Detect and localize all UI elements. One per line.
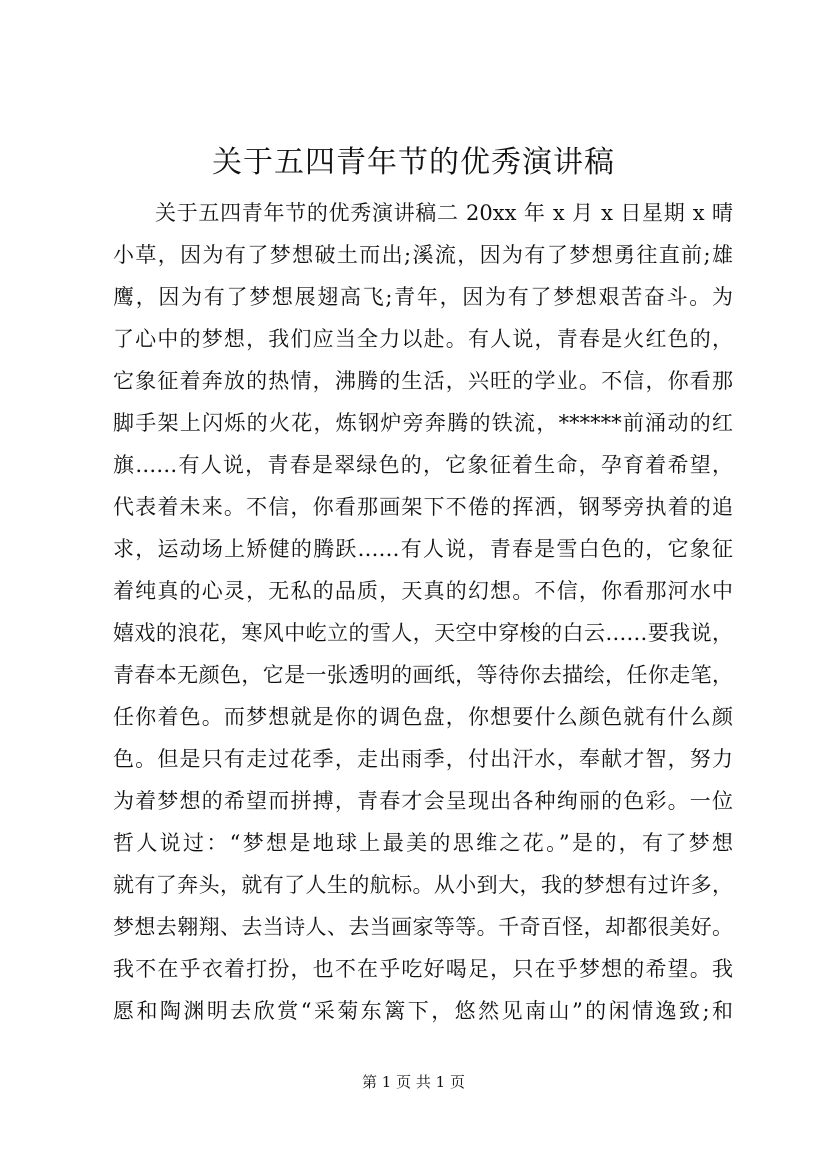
document-title: 关于五四青年节的优秀演讲稿 bbox=[212, 145, 615, 180]
body-line: 它象征着奔放的热情，沸腾的生活，兴旺的学业。不信，你看那 bbox=[113, 369, 733, 393]
body-line: 嬉戏的浪花，寒风中屹立的雪人，天空中穿梭的白云……要我说， bbox=[113, 621, 733, 645]
body-line: 我不在乎衣着打扮，也不在乎吃好喝足，只在乎梦想的希望。我 bbox=[113, 957, 733, 981]
body-line: 旗……有人说，青春是翠绿色的，它象征着生命，孕育着希望， bbox=[113, 453, 733, 477]
body-line: 脚手架上闪烁的火花，炼钢炉旁奔腾的铁流，******前涌动的红 bbox=[113, 411, 733, 435]
body-line: 着纯真的心灵，无私的品质，天真的幻想。不信，你看那河水中 bbox=[113, 579, 733, 603]
body-line: 任你着色。而梦想就是你的调色盘，你想要什么颜色就有什么颜 bbox=[113, 705, 733, 729]
document-body bbox=[113, 192, 733, 1032]
body-line: 青春本无颜色，它是一张透明的画纸，等待你去描绘，任你走笔， bbox=[113, 663, 733, 687]
body-line: 为着梦想的希望而拼搏，青春才会呈现出各种绚丽的色彩。一位 bbox=[113, 789, 733, 813]
body-line: 梦想去翱翔、去当诗人、去当画家等等。千奇百怪，却都很美好。 bbox=[113, 915, 733, 939]
page-footer: 第 1 页 共 1 页 bbox=[362, 1073, 465, 1091]
body-line: 愿和陶渊明去欣赏“采菊东篱下，悠然见南山”的闲情逸致;和 bbox=[113, 999, 733, 1023]
body-line: 了心中的梦想，我们应当全力以赴。有人说，青春是火红色的， bbox=[113, 327, 733, 351]
body-line: 就有了奔头，就有了人生的航标。从小到大，我的梦想有过许多， bbox=[113, 873, 733, 897]
body-line: 鹰，因为有了梦想展翅高飞;青年，因为有了梦想艰苦奋斗。为 bbox=[113, 285, 733, 309]
body-line: 求，运动场上矫健的腾跃……有人说，青春是雪白色的，它象征 bbox=[113, 537, 733, 561]
body-line: 哲人说过：“梦想是地球上最美的思维之花。”是的，有了梦想 bbox=[113, 831, 733, 855]
body-line: 关于五四青年节的优秀演讲稿二 20xx 年 x 月 x 日星期 x 晴 bbox=[155, 201, 733, 225]
body-line: 小草，因为有了梦想破土而出;溪流，因为有了梦想勇往直前;雄 bbox=[113, 243, 733, 267]
body-line: 代表着未来。不信，你看那画架下不倦的挥洒，钢琴旁执着的追 bbox=[113, 495, 733, 519]
body-line: 色。但是只有走过花季，走出雨季，付出汗水，奉献才智，努力 bbox=[113, 747, 733, 771]
